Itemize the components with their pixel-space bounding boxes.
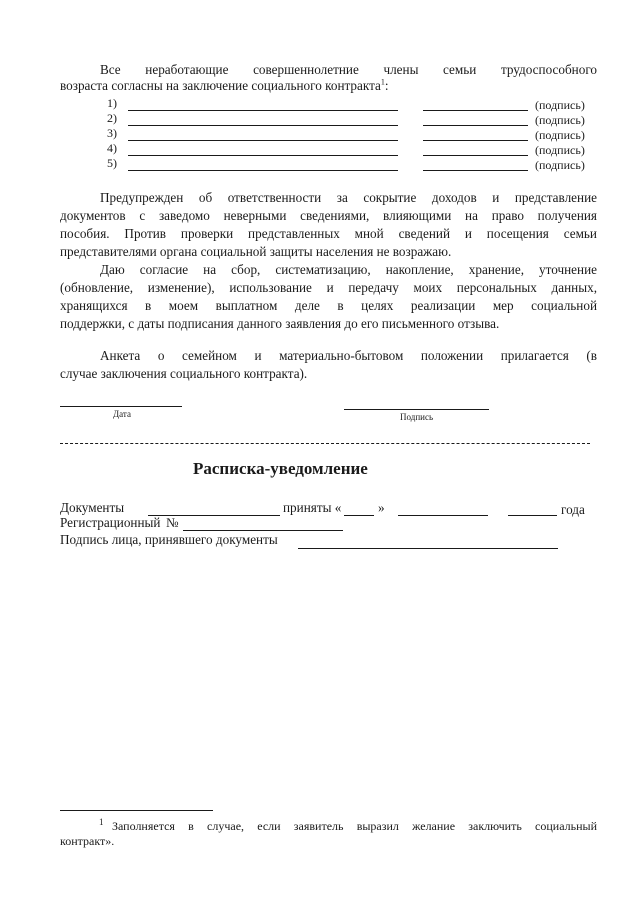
signature-row-num: 3) [107,126,117,140]
accepted-month-field[interactable] [398,515,488,516]
consent-line: поддержки, с даты подписания данного заявления до его письменного отзыва. [60,316,500,331]
warning-line: представителями органа социальной защиты населения не возражаю. [60,244,452,259]
member-name-field[interactable] [128,170,398,171]
signature-row-num: 2) [107,111,117,125]
year-label: года [561,502,585,517]
intro-line-2 [60,78,389,94]
cut-line [60,443,590,444]
signature-row-label: (подпись) [535,113,585,127]
member-name-field[interactable] [128,125,398,126]
receipt-title: Расписка-уведомление [193,459,368,478]
consent-line: (обновление, изменение), использование и передачу моих персональных данных, [60,280,597,295]
consent-line: хранящихся в моем выплатном деле в целях реализации мер социальной [60,298,597,313]
date-field[interactable] [60,406,182,407]
footnote-mark: 1 [99,817,104,827]
member-signature-field[interactable] [423,140,528,141]
signature-row-num: 4) [107,141,117,155]
registration-number-field[interactable] [183,530,343,531]
footnote-ref: 1 [380,77,385,87]
signature-label: Подпись [400,412,434,422]
footnote-line-1: Заполняется в случае, если заявитель выразил желание заключить социальный [112,819,597,833]
date-label: Дата [113,409,131,419]
intro-colon: : [384,78,389,93]
accepted-year-field[interactable] [508,515,557,516]
signature-row-label: (подпись) [535,98,585,112]
attachment-line: Анкета о семейном и материально-бытовом положении прилагается (в [100,348,597,363]
member-name-field[interactable] [128,155,398,156]
member-signature-field[interactable] [423,110,528,111]
member-name-field[interactable] [128,140,398,141]
warning-line: документов с заведомо неверными сведениями, влияющими на право получения [60,208,597,223]
footnote-line-2: контракт». [60,834,115,848]
signature-row-num: 5) [107,156,117,170]
member-signature-field[interactable] [423,155,528,156]
footnote-separator [60,810,213,811]
signature-row-num: 1) [107,96,117,110]
signature-row-label: (подпись) [535,143,585,157]
member-name-field[interactable] [128,110,398,111]
registration-number-sign: № [166,515,179,530]
member-signature-field[interactable] [423,125,528,126]
signature-row-label: (подпись) [535,158,585,172]
accepted-by-signature-field[interactable] [298,548,558,549]
attachment-line: случае заключения социального контракта). [60,366,308,381]
quote-close: » [378,500,385,515]
registration-label: Регистрационный [60,515,161,530]
warning-line: Предупрежден об ответственности за сокрытие доходов и представление [100,190,597,205]
documents-label: Документы [60,500,125,515]
signature-row-label: (подпись) [535,128,585,142]
accepted-label: приняты « [283,500,342,515]
accepted-by-label: Подпись лица, принявшего документы [60,532,278,547]
intro-line-2-text: возраста согласны на заключение социального контракта [60,78,381,93]
applicant-signature-field[interactable] [344,409,489,410]
member-signature-field[interactable] [423,170,528,171]
warning-line: пособия. Против проверки представленных мной сведений и посещения семьи [60,226,597,241]
intro-line-1: Все неработающие совершеннолетние члены семьи трудоспособного [100,62,597,77]
accepted-day-field[interactable] [344,515,374,516]
consent-line: Даю согласие на сбор, систематизацию, накопление, хранение, уточнение [100,262,597,277]
